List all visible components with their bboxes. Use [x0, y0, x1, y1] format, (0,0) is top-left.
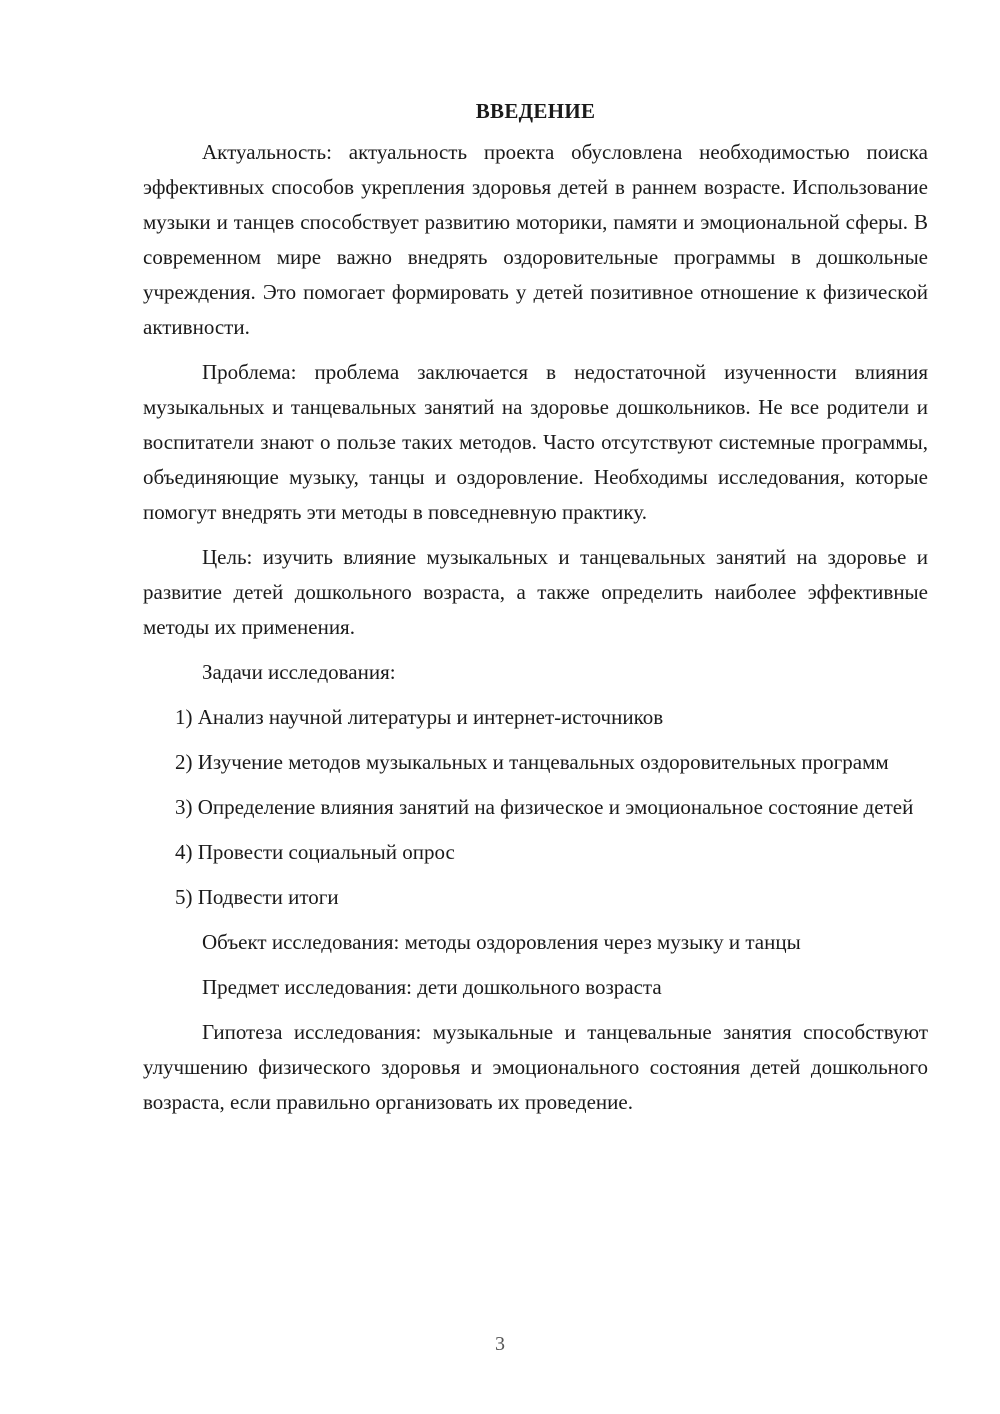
task-item-4: 4) Провести социальный опрос — [175, 840, 455, 864]
paragraph-tasks-heading: Задачи исследования: — [202, 660, 396, 684]
page-content — [143, 94, 928, 1130]
paragraph-object: Объект исследования: методы оздоровления через музыку и танцы — [202, 930, 801, 954]
paragraph-subject: Предмет исследования: дети дошкольного возраста — [202, 975, 662, 999]
paragraph-goal: Цель: изучить влияние музыкальных и танцевальных занятий на здоровье и развитие детей дошкольного возраста, а также определить наиболее эффективные методы их применения. — [143, 545, 928, 639]
page-number: 3 — [495, 1333, 505, 1355]
task-item-1: 1) Анализ научной литературы и интернет-источников — [175, 705, 664, 729]
task-item-3: 3) Определение влияния занятий на физическое и эмоциональное состояние детей — [175, 795, 914, 819]
paragraph-relevance: Актуальность: актуальность проекта обусловлена необходимостью поиска эффективных способов укрепления здоровья детей в раннем возрасте. Использование музыки и танцев способствует развитию моторики, памяти и эмоциональной сферы. В современном мире важно внедрять оздоровительные программы в дошкольные учреждения. Это помогает формировать у детей позитивное отношение к физической активности. — [143, 140, 928, 339]
paragraph-problem: Проблема: проблема заключается в недостаточной изученности влияния музыкальных и танцевальных занятий на здоровье дошкольников. Не все родители и воспитатели знают о пользе таких методов. Часто отсутствуют системные программы, объединяющие музыку, танцы и оздоровление. Необходимы исследования, которые помогут внедрять эти методы в повседневную практику. — [143, 360, 928, 524]
task-item-5: 5) Подвести итоги — [175, 885, 339, 909]
task-item-2: 2) Изучение методов музыкальных и танцевальных оздоровительных программ — [175, 750, 889, 774]
paragraph-hypothesis: Гипотеза исследования: музыкальные и танцевальные занятия способствуют улучшению физического здоровья и эмоционального состояния детей дошкольного возраста, если правильно организовать их проведение. — [143, 1020, 928, 1114]
page-title: ВВЕДЕНИЕ — [475, 99, 596, 123]
